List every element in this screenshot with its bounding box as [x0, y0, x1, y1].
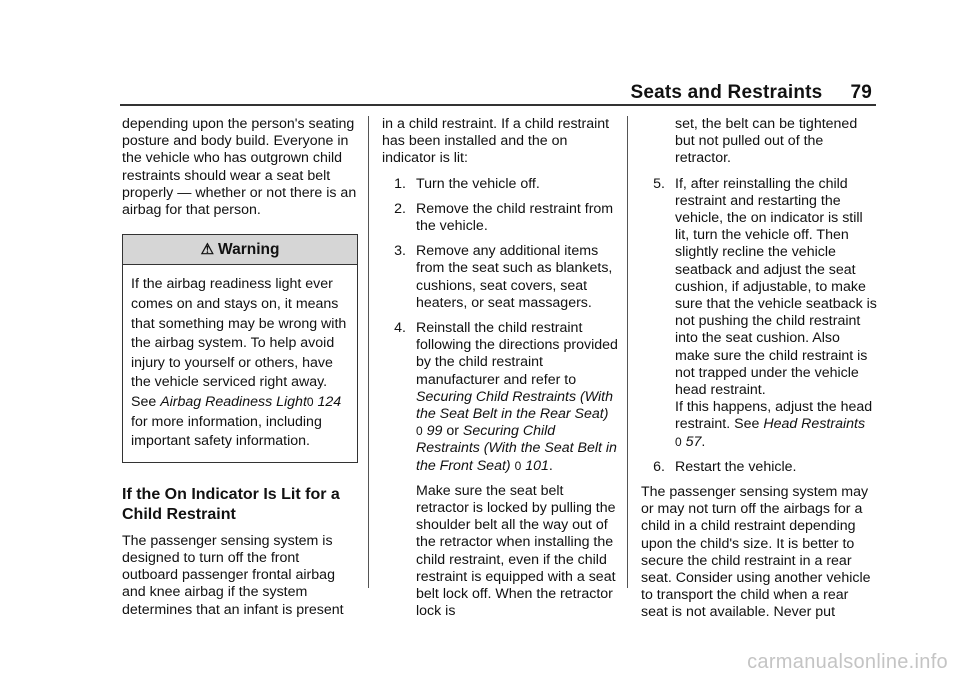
xref-link[interactable]: Head Restraints	[763, 416, 866, 433]
list-item: 5. If, after reinstalling the child restraint and restarting the vehicle, the on indicator is still lit, turn the vehicle off. Then slightly recline the vehicle seatback and adjust the seat cushion, if adjustable, to make sure that the vehicle seatback is not pushing the child restraint into the seat cushion. Also make sure the child restraint is not trapped under the vehicle head restraint. If this happens, adjust the head restraint. See Head Restraints 0 57.	[653, 175, 877, 450]
page-ref-icon: 0	[416, 424, 423, 439]
warning-box	[122, 234, 358, 463]
xref-link[interactable]: Airbag Readiness Light	[160, 393, 307, 410]
xref-link[interactable]: Securing Child Restraints (With the Seat Belt in the Rear Seat)	[416, 388, 613, 423]
column-divider	[627, 116, 628, 588]
list-item: 2. Remove the child restraint from the vehicle.	[394, 200, 614, 235]
page-header	[630, 82, 872, 104]
section-paragraph: The passenger sensing system is designed to turn off the front outboard passenger frontal airbag and knee airbag if the system determines that an infant is present	[122, 532, 344, 618]
intro-paragraph: in a child restraint. If a child restraint has been installed and the on indicator is lit:	[382, 116, 610, 167]
xref-link[interactable]: Securing Child Restraints (With the Seat Belt in the Front Seat)	[416, 423, 617, 474]
continued-text: set, the belt can be tightened but not pulled out of the retractor.	[675, 116, 858, 167]
step-note: Make sure the seat belt retractor is locked by pulling the shoulder belt all the way out of the retractor when installing the child restraint, even if the child restraint is equipped with a seat belt lock off. When the retractor lock is	[416, 482, 616, 620]
page-ref-icon: 0	[675, 434, 682, 449]
page-number: 79	[850, 82, 872, 103]
list-item: 6. Restart the vehicle.	[653, 458, 797, 475]
page-ref[interactable]: 57	[685, 433, 702, 450]
section-heading: Seats and Restraints	[630, 82, 823, 103]
list-item: 1. Turn the vehicle off.	[394, 175, 540, 192]
warning-body: If the airbag readiness light ever comes on and stays on, it means that something may be wrong with the airbag system. To help avoid injury to yourself or others, have the vehicle serviced right away. See Airbag Readiness Light0 124 for more information, including important safety information.	[131, 276, 347, 450]
page-ref[interactable]: 99	[426, 423, 443, 440]
outro-paragraph: The passenger sensing system may or may not turn off the airbags for a child in a child restraint depending upon the child's size. It is better to secure the child restraint in a rear seat. Consider using another vehicle to transport the child when a rear seat is not available. Never put	[641, 484, 871, 621]
section-title: If the On Indicator Is Lit for a Child Restraint	[122, 485, 340, 523]
page-ref-icon: 0	[514, 458, 522, 473]
warning-header	[123, 235, 357, 265]
warning-icon: ⚠	[200, 241, 215, 259]
column-1	[122, 116, 358, 627]
watermark: carmanualsonline.info	[747, 651, 948, 673]
steps-list	[641, 176, 877, 476]
page-ref-icon: 0	[306, 394, 314, 409]
intro-paragraph: depending upon the person's seating posture and body build. Everyone in the vehicle who has outgrown child restraints should wear a seat belt properly — whether or not there is an airbag for that person.	[122, 116, 357, 219]
warning-title: Warning	[218, 241, 280, 259]
list-item: 4. Reinstall the child restraint following the directions provided by the child restraint manufacturer and refer to Securing Child Restraints (With the Seat Belt in the Rear Seat) 0 99 or Securing Child Restraints (With the Seat Belt in the Front Seat) 0 101.	[394, 320, 618, 474]
header-rule	[120, 104, 876, 106]
page-ref[interactable]: 101	[525, 457, 549, 474]
page-ref[interactable]: 124	[317, 393, 342, 410]
column-3	[641, 116, 877, 630]
list-item: 3. Remove any additional items from the seat such as blankets, cushions, seat covers, seat heaters, or seat massagers.	[394, 243, 613, 311]
steps-list	[382, 176, 618, 475]
column-2	[382, 116, 618, 628]
column-divider	[368, 116, 369, 588]
